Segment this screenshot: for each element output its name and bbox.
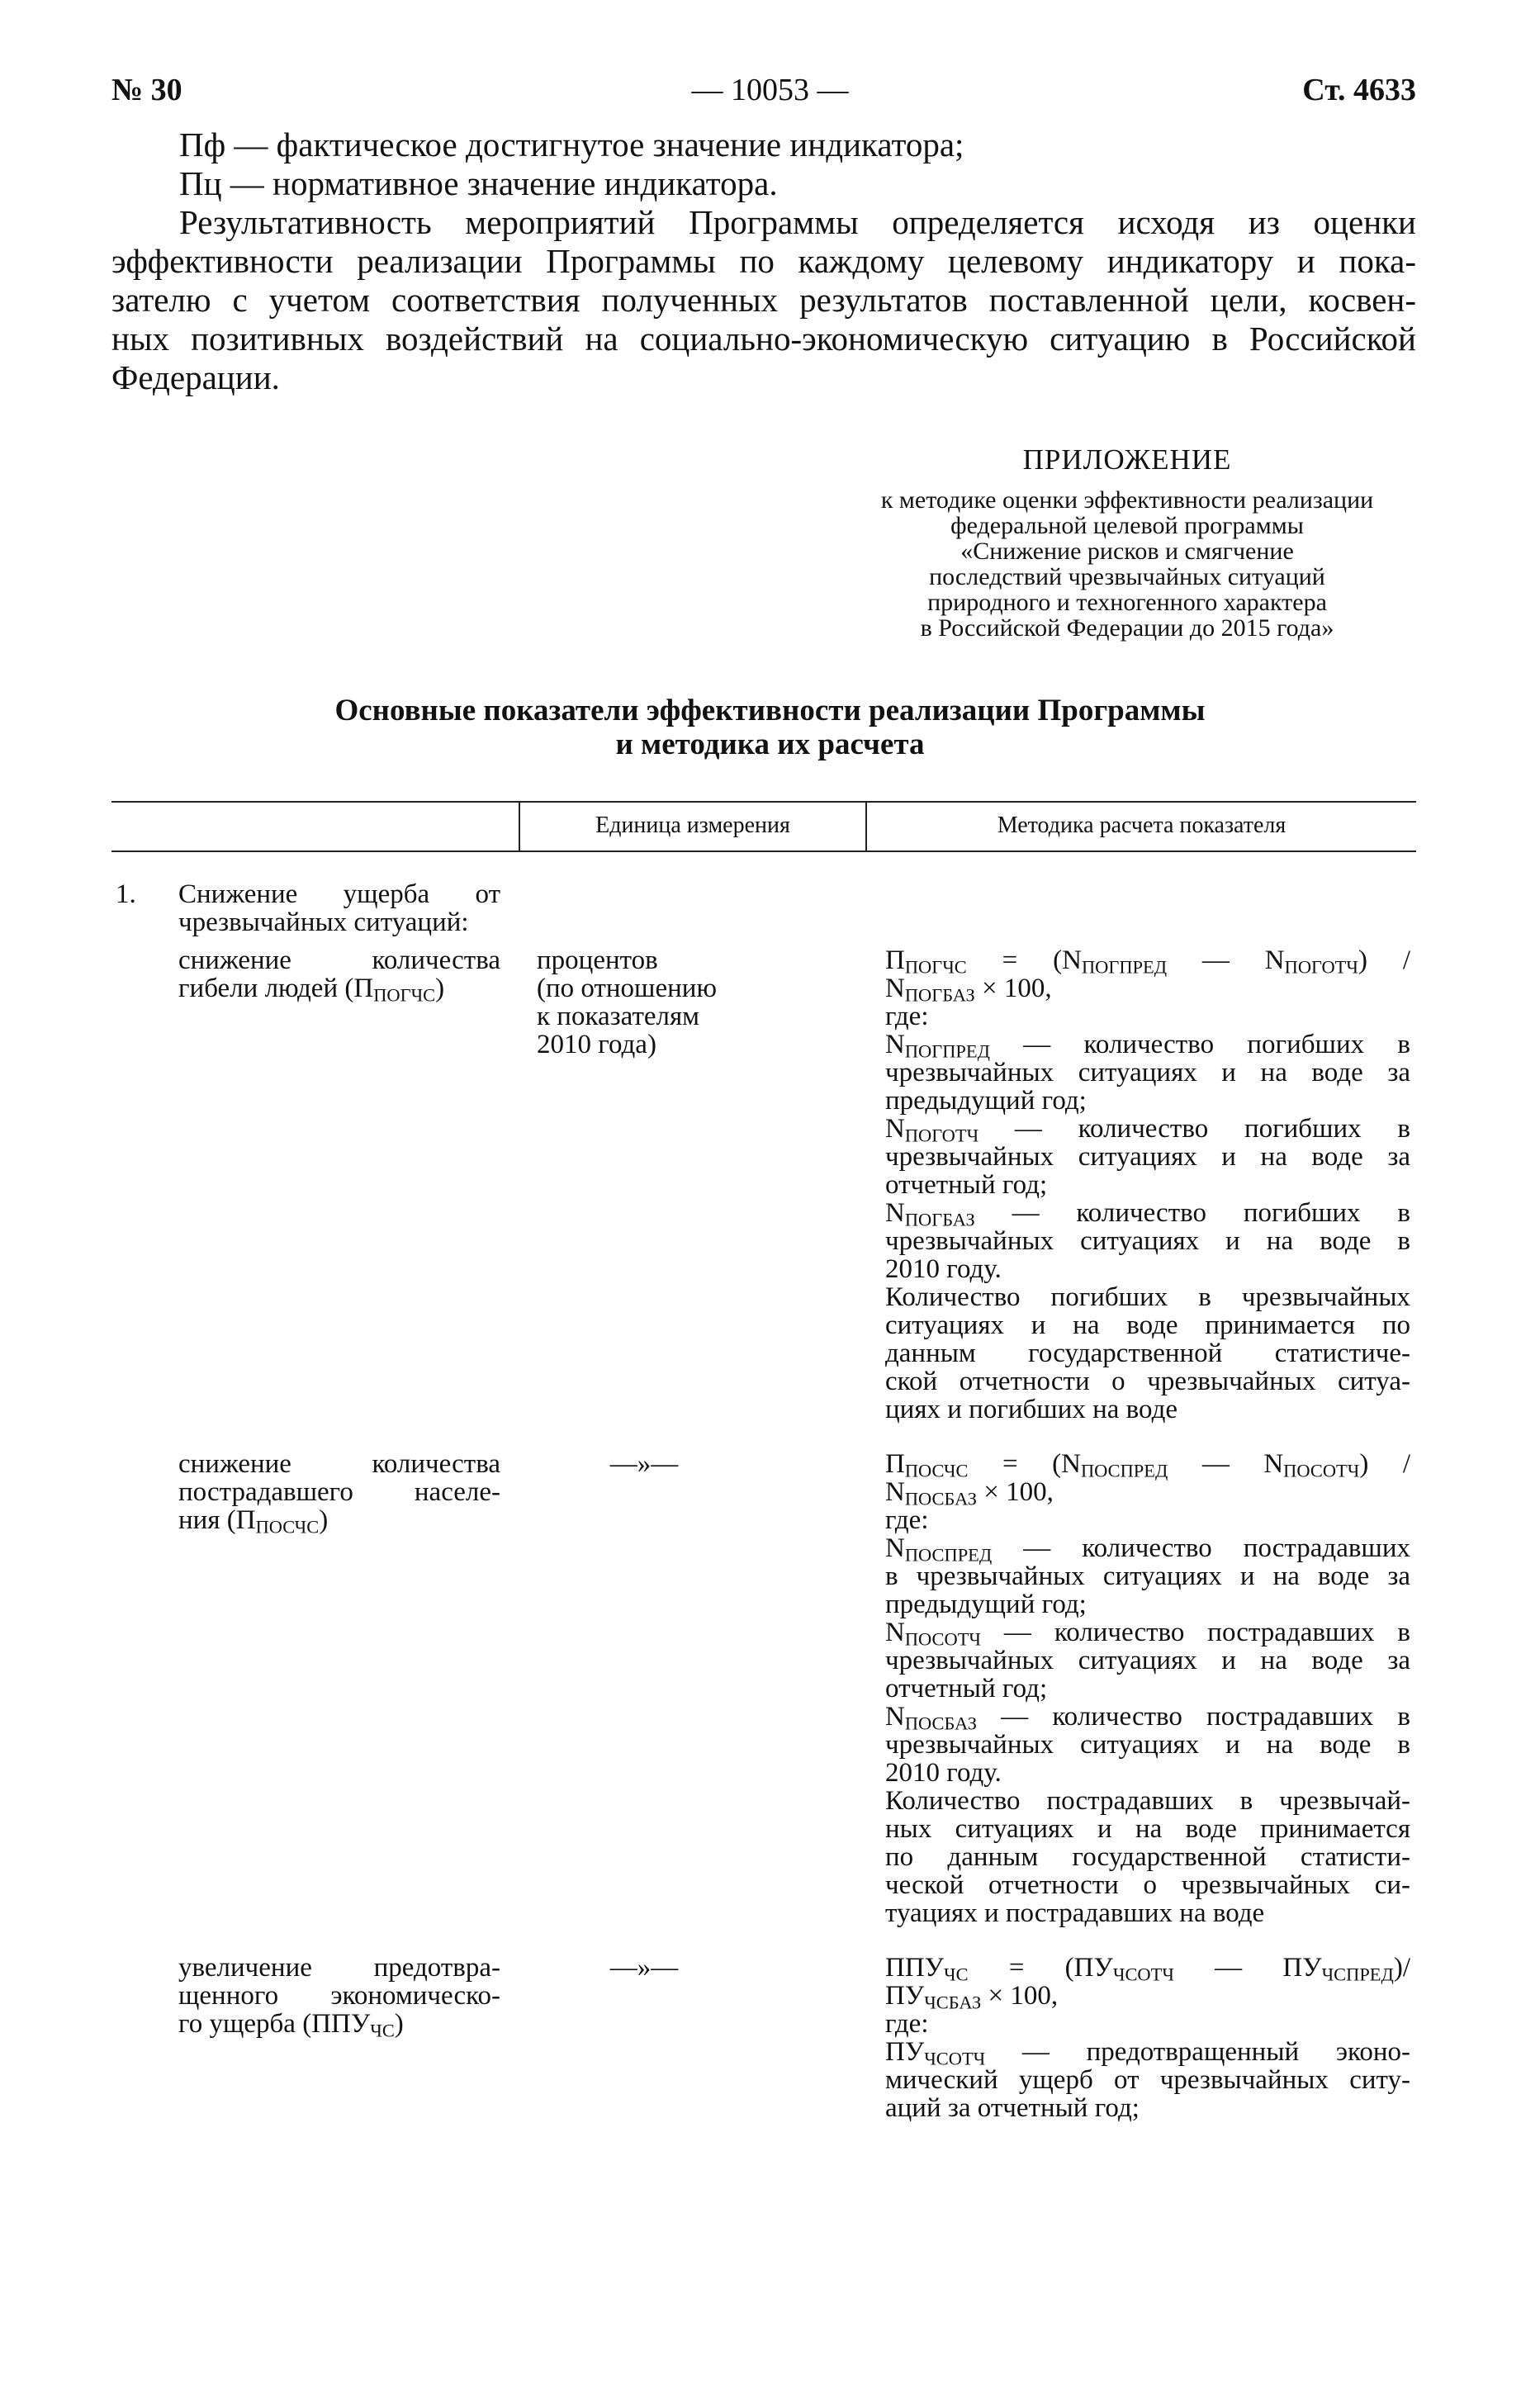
document-title-line: и методика их расчета (615, 727, 925, 761)
note-line: туациях и пострадавших на воде (885, 1898, 1265, 1928)
intro-line: ных позитивных воздействий на социально-экономическую ситуацию в Российской (111, 320, 1416, 358)
indicator-method (885, 1954, 1410, 2122)
formula-line: $N_{ПОСБАЗ} \times 100$, (885, 1477, 1054, 1509)
intro-line: эффективности реализации Программы по каждому целевому индикатору и пока- (111, 242, 1416, 280)
note-line: Количество пострадавших в чрезвычай- (885, 1786, 1410, 1816)
indicator-method (885, 946, 1410, 1424)
pf-definition: Пф — фактическое достигнутое значение индикатора; (179, 126, 964, 163)
unit-line: к показателям (537, 1002, 700, 1031)
variable-definition: $N_{ПОСБАЗ}$ — количество пострадавших в (885, 1702, 1410, 1734)
definition-line: в чрезвычайных ситуациях и на воде за (885, 1561, 1410, 1591)
definition-line: отчетный год; (885, 1170, 1048, 1200)
variable-definition: $N_{ПОГПРЕД}$ — количество погибших в (885, 1030, 1410, 1062)
note-line: ской отчетности о чрезвычайных ситуа- (885, 1367, 1410, 1396)
intro-line: зателю с учетом соответствия полученных результатов поставленной цели, косвен- (111, 281, 1416, 319)
formula-line: $П_{ПОГЧС} = (N_{ПОГПРЕД}$ — $N_{ПОГОТЧ}$) / (885, 945, 1410, 978)
intro-line: Результативность мероприятий Программы определяется исходя из оценки (179, 203, 1416, 241)
formula-line: $ППУ_{ЧС} = (ПУ_{ЧСОТЧ}$ — $ПУ_{ЧСПРЕД})/$ (885, 1953, 1410, 1985)
indicator-name-line: ния $(П_{ПОСЧС})$ (178, 1505, 329, 1538)
variable-definition: $N_{ПОСПРЕД}$ — количество пострадавших (885, 1533, 1410, 1566)
note-line: циях и погибших на воде (885, 1395, 1178, 1424)
appendix-line: к методике оценки эффективности реализации (880, 486, 1374, 514)
indicator-name (178, 1449, 500, 1538)
section-number: 1. (116, 879, 136, 909)
where-label: где: (885, 1002, 929, 1031)
variable-definition: $N_{ПОГБАЗ}$ — количество погибших в (885, 1198, 1410, 1230)
definition-line: чрезвычайных ситуациях и на воде за (885, 1142, 1410, 1172)
definition-line: чрезвычайных ситуациях и на воде за (885, 1646, 1410, 1675)
appendix-line: в Российской Федерации до 2015 года» (920, 614, 1334, 642)
note-line: ситуациях и на воде принимается по (885, 1310, 1410, 1340)
indicator-name-line: пострадавшего населе- (178, 1477, 500, 1507)
appendix-title: ПРИЛОЖЕНИЕ (1022, 443, 1232, 476)
appendix-line: федеральной целевой программы (950, 512, 1304, 539)
note-line: по данным государственной статисти- (885, 1842, 1410, 1872)
definition-line: чрезвычайных ситуациях и на воде за (885, 1058, 1410, 1087)
article-number: Ст. 4633 (1302, 73, 1416, 107)
definition-line: предыдущий год; (885, 1590, 1087, 1619)
intro-text (111, 126, 1416, 397)
section-heading-line: Снижение ущерба от (178, 879, 500, 909)
pc-definition: Пц — нормативное значение индикатора. (179, 164, 778, 202)
variable-definition: $N_{ПОСОТЧ}$ — количество пострадавших в (885, 1618, 1410, 1650)
indicator-method (885, 1450, 1410, 1927)
definition-line: 2010 году. (885, 1254, 1002, 1284)
where-label: где: (885, 1505, 929, 1535)
document-title-line: Основные показатели эффективности реализации Программы (334, 694, 1206, 727)
unit-line: процентов (537, 945, 658, 975)
indicator-unit (537, 946, 751, 1059)
table-top-rule (111, 801, 1416, 803)
indicator-name-line: увеличение предотвра- (178, 1953, 500, 1983)
intro-line: Федерации. (111, 358, 280, 396)
page-number: — 10053 — (691, 73, 849, 107)
formula-line: $ПУ_{ЧСБАЗ} \times 100$, (885, 1981, 1059, 2013)
definition-line: предыдущий год; (885, 1086, 1087, 1116)
indicator-name-line: снижение количества (178, 1449, 500, 1479)
appendix-line: «Снижение рисков и смягчение (960, 538, 1294, 565)
column-header-method: Методика расчета показателя (997, 813, 1286, 838)
document-title (0, 694, 1540, 761)
formula-line: $П_{ПОСЧС} = (N_{ПОСПРЕД}$ — $N_{ПОСОТЧ}$) / (885, 1449, 1410, 1481)
issue-number: № 30 (111, 73, 182, 107)
section-heading-line: чрезвычайных ситуаций: (178, 907, 469, 937)
indicator-name-line: щенного экономическо- (178, 1981, 500, 2011)
indicator-name-line: снижение количества (178, 945, 500, 975)
variable-definition: $ПУ_{ЧСОТЧ}$ — предотвращенный эконо- (885, 2037, 1410, 2069)
indicator-name (178, 945, 500, 1006)
note-line: ных ситуациях и на воде принимается (885, 1814, 1410, 1844)
unit-line: (по отношению (537, 974, 718, 1003)
unit-line: 2010 года) (537, 1030, 656, 1059)
indicator-name (178, 1953, 500, 2041)
indicator-name-line: го ущерба $(ППУ_{ЧС})$ (178, 2009, 404, 2041)
definition-line: мический ущерб от чрезвычайных ситу- (885, 2065, 1410, 2095)
definition-line: 2010 году. (885, 1758, 1002, 1788)
where-label: где: (885, 2009, 929, 2039)
indicator-name-line: гибели людей $(П_{ПОГЧС})$ (178, 974, 445, 1006)
column-header-unit: Единица измерения (595, 813, 790, 838)
formula-line: $N_{ПОГБАЗ} \times 100$, (885, 974, 1052, 1006)
appendix-line: последствий чрезвычайных ситуаций (929, 563, 1325, 590)
indicator-unit: —»— (609, 1449, 679, 1479)
note-line: ческой отчетности о чрезвычайных си- (885, 1870, 1410, 1900)
definition-line: чрезвычайных ситуациях и на воде в (885, 1730, 1410, 1760)
appendix-subtitle (838, 487, 1416, 641)
section-heading (178, 880, 500, 936)
note-line: данным государственной статистиче- (885, 1339, 1410, 1368)
appendix-line: природного и техногенного характера (927, 589, 1327, 616)
indicator-unit: —»— (609, 1953, 679, 1983)
table-header-rule (111, 850, 1416, 852)
variable-definition: $N_{ПОГОТЧ}$ — количество погибших в (885, 1114, 1410, 1146)
definition-line: чрезвычайных ситуациях и на воде в (885, 1226, 1410, 1256)
note-line: Количество погибших в чрезвычайных (885, 1282, 1410, 1312)
definition-line: аций за отчетный год; (885, 2093, 1140, 2123)
definition-line: отчетный год; (885, 1674, 1048, 1703)
